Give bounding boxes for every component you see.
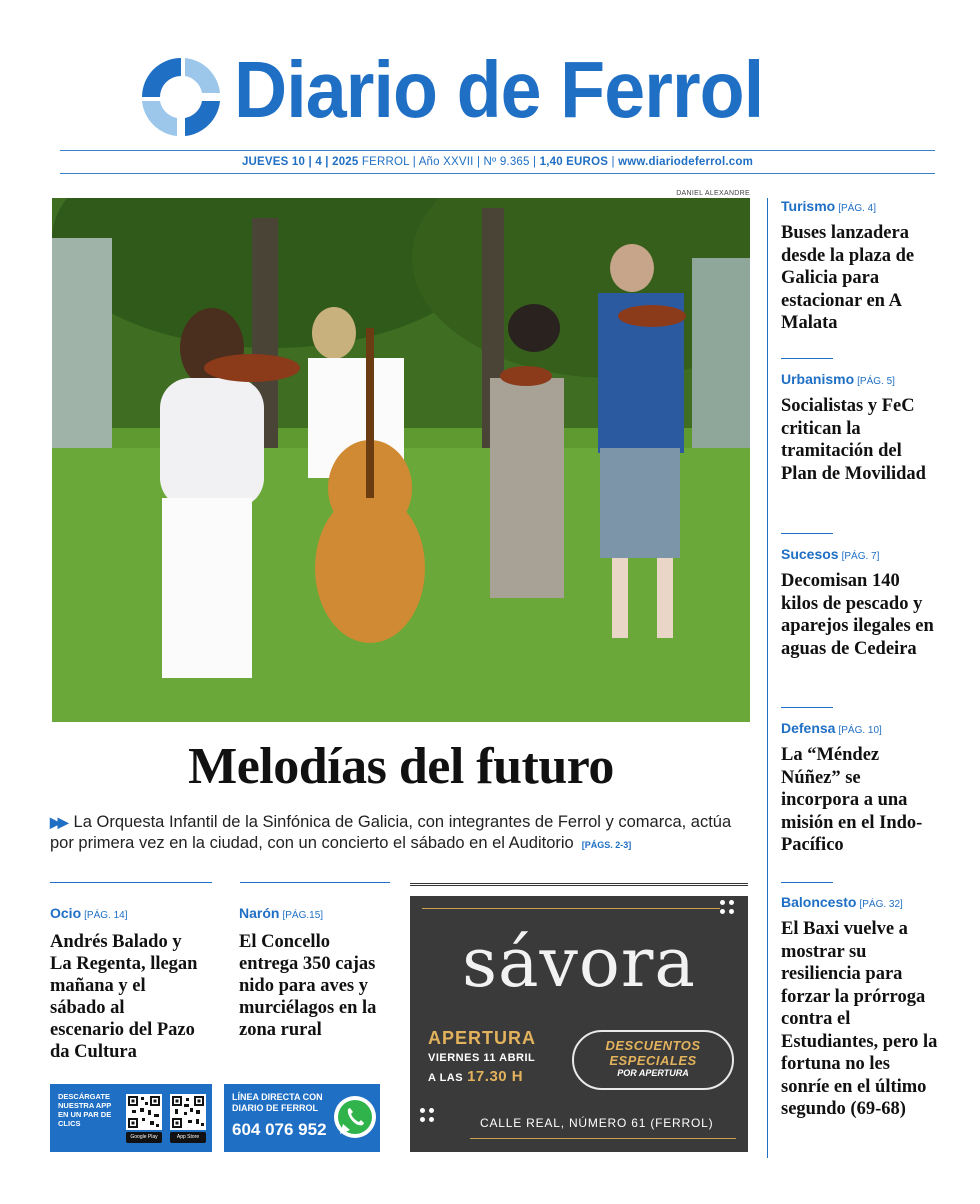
whatsapp-promo[interactable] <box>224 1084 380 1152</box>
sidebar-story-baloncesto[interactable] <box>781 894 941 1121</box>
logo-icon <box>138 54 224 140</box>
story-divider <box>781 358 833 359</box>
ad-divider <box>410 883 748 886</box>
story-headline[interactable]: El Concello entrega 350 cajas nido para aves y murciélagos en la zona rural <box>239 932 377 1040</box>
website-link[interactable]: www.diariodeferrol.com <box>618 156 754 168</box>
section-label: Turismo <box>781 198 836 214</box>
story-naron[interactable] <box>239 905 389 1041</box>
ad-time-prefix: A LAS <box>428 1072 464 1084</box>
section-label: Baloncesto <box>781 894 857 910</box>
page-ref: [PÁG. 4] <box>838 203 876 214</box>
page-ref: [PÁG. 5] <box>857 376 895 387</box>
story-divider <box>781 882 833 883</box>
ad-brand: sávora <box>462 924 696 1003</box>
app-promo[interactable] <box>50 1084 212 1152</box>
qr-code-icon[interactable] <box>126 1094 162 1130</box>
story-divider <box>781 707 833 708</box>
ad-discount-badge <box>572 1030 734 1090</box>
main-headline[interactable]: Melodías del futuro <box>188 738 614 795</box>
app-store-badge[interactable]: App Store <box>170 1132 206 1143</box>
issue-number: Nº 9.365 <box>483 156 530 168</box>
ad-time-row <box>428 1068 523 1085</box>
newspaper-title[interactable]: Diario de Ferrol <box>234 45 764 134</box>
qr-code-icon[interactable] <box>170 1094 206 1130</box>
section-label: Urbanismo <box>781 371 855 387</box>
section-label: Ocio <box>50 905 82 921</box>
issue-price: 1,40 EUROS <box>539 156 609 168</box>
story-headline[interactable]: El Baxi vuelve a mostrar su resiliencia para forzar la prórroga contra el Estudiantes, pero la fortuna no les sonríe en el último segundo (69-68) <box>781 919 938 1119</box>
story-ocio[interactable] <box>50 905 200 1063</box>
ad-discount-line3: POR APERTURA <box>617 1068 689 1078</box>
story-headline[interactable]: Andrés Balado y La Regenta, llegan mañana y el sábado al escenario del Pazo da Cultura <box>50 932 198 1062</box>
story-headline[interactable]: La “Méndez Núñez” se incorpora a una misión en el Indo-Pacífico <box>781 745 923 855</box>
whatsapp-number[interactable]: 604 076 952 <box>232 1120 327 1139</box>
sidebar-story-turismo[interactable] <box>781 198 941 335</box>
ad-discount-line2: ESPECIALES <box>609 1053 697 1068</box>
story-divider <box>50 882 212 883</box>
whatsapp-icon[interactable] <box>332 1094 378 1140</box>
lead-photo <box>52 198 750 722</box>
page-ref: [PÁG. 32] <box>859 899 903 910</box>
bullet-icon: ▶▶ <box>50 814 66 830</box>
ad-address: CALLE REAL, NÚMERO 61 (FERROL) <box>480 1116 714 1130</box>
story-headline[interactable]: Decomisan 140 kilos de pescado y aparejos ilegales en aguas de Cedeira <box>781 571 934 659</box>
page-ref: [PÁG. 10] <box>838 725 882 736</box>
section-label: Sucesos <box>781 546 839 562</box>
masthead <box>0 40 980 140</box>
ad-opening: APERTURA <box>428 1028 537 1048</box>
section-label: Defensa <box>781 720 836 736</box>
dots-icon <box>420 1108 442 1130</box>
story-divider <box>240 882 390 883</box>
dateline: JUEVES 10 | 4 | 2025 FERROL | Año XXVII | Nº 9.365 | 1,40 EUROS | www.diariodeferrol.com <box>60 150 935 174</box>
story-headline[interactable]: Socialistas y FeC critican la tramitación del Plan de Movilidad <box>781 396 926 484</box>
ad-ornament-line <box>422 908 720 909</box>
photo-credit: DANIEL ALEXANDRE <box>676 190 750 197</box>
page-ref: [PÁG. 14] <box>84 910 128 921</box>
lead-text: La Orquesta Infantil de la Sinfónica de Galicia, con integrantes de Ferrol y comarca, actúa por primera vez en la ciudad, con un concierto el sábado en el Auditorio <box>50 813 732 852</box>
page-ref: [PÁG.15] <box>282 910 324 921</box>
section-label: Narón <box>239 905 280 921</box>
ad-ornament-line <box>470 1138 736 1139</box>
issue-date: JUEVES 10 | 4 | 2025 <box>241 156 359 168</box>
issue-year: Año XXVII <box>418 156 474 168</box>
dots-icon <box>720 900 742 922</box>
sidebar-story-urbanismo[interactable] <box>781 371 941 485</box>
app-promo-text: DESCÁRGATE NUESTRA APP EN UN PAR DE CLICS <box>58 1092 112 1128</box>
ad-time: 17.30 H <box>467 1068 524 1085</box>
whatsapp-promo-text: LÍNEA DIRECTA CON DIARIO DE FERROL <box>232 1092 323 1113</box>
sidebar-story-defensa[interactable] <box>781 720 941 857</box>
ad-discount-line1: DESCUENTOS <box>605 1038 701 1053</box>
advertisement-savora[interactable] <box>410 896 748 1152</box>
story-headline[interactable]: Buses lanzadera desde la plaza de Galicia para estacionar en A Malata <box>781 223 915 333</box>
issue-city: FERROL <box>361 156 410 168</box>
page-ref: [PÁG. 7] <box>841 551 880 562</box>
sidebar-story-sucesos[interactable] <box>781 546 941 660</box>
main-lead <box>50 812 750 856</box>
story-divider <box>781 533 833 534</box>
ad-date: VIERNES 11 ABRIL <box>428 1052 536 1064</box>
lead-pages: [PÁGS. 2-3] <box>581 840 632 850</box>
google-play-badge[interactable]: Google Play <box>126 1132 162 1143</box>
sidebar-divider <box>767 198 768 1158</box>
